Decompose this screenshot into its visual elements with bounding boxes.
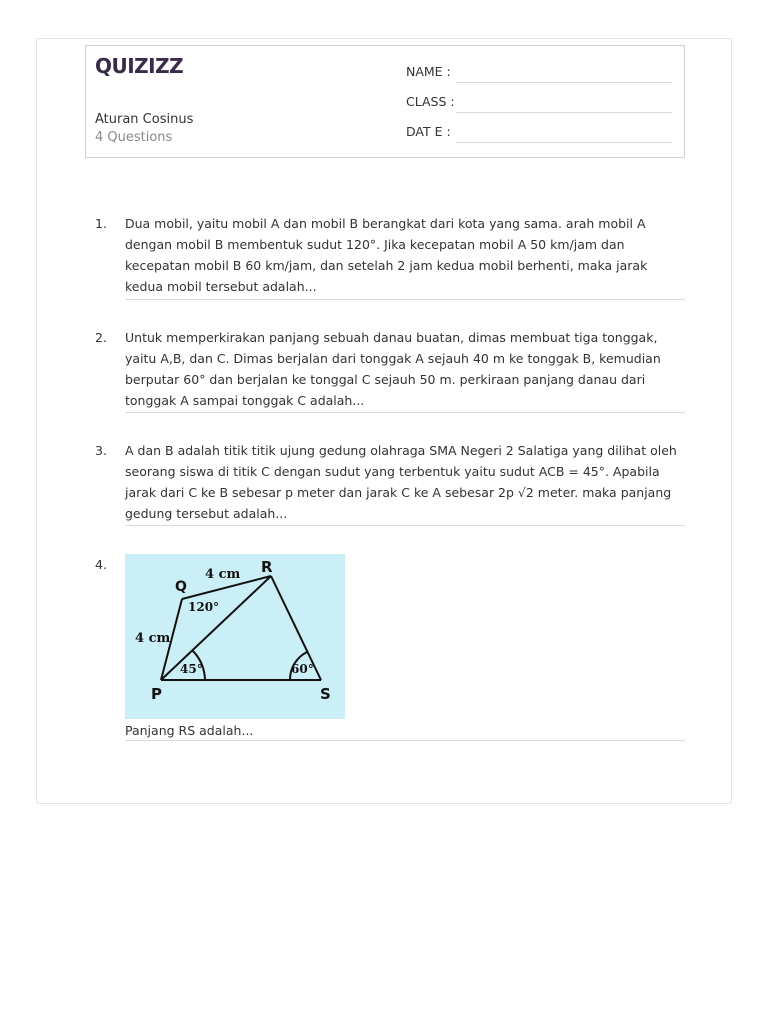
date-label: DAT E : (406, 124, 451, 139)
label-angle-q: 120° (188, 600, 220, 614)
quizizz-logo (95, 54, 183, 80)
name-label: NAME : (406, 64, 451, 79)
question-4-text: Panjang RS adalah... (125, 723, 254, 738)
point-q: Q (175, 579, 187, 595)
point-r: R (261, 558, 273, 576)
quiz-question-count: 4 Questions (95, 130, 173, 145)
quiz-title: Aturan Cosinus (95, 112, 194, 127)
question-1-number: 1. (95, 216, 107, 231)
question-4-number: 4. (95, 557, 107, 572)
label-pq: 4 cm (135, 631, 171, 646)
question-3-divider (125, 525, 685, 526)
quadrilateral-diagram (125, 554, 345, 719)
point-p: P (151, 685, 162, 703)
label-angle-s: 60° (291, 662, 314, 676)
question-4-divider (125, 740, 685, 741)
question-2-number: 2. (95, 330, 107, 345)
quadrilateral-figure (125, 554, 345, 719)
name-field-line (456, 82, 672, 83)
question-1-text: Dua mobil, yaitu mobil A dan mobil B berangkat dari kota yang sama. arah mobil A dengan mobil B membentuk sudut 120°. Jika kecepatan mobil A 50 km/jam dan kecepatan mobil B 60 km/jam, dan setelah 2 jam kedua mobil berhenti, maka jarak kedua mobil tersebut adalah... (125, 216, 648, 294)
logo-text: QUIZIZZ (95, 54, 184, 78)
question-2-divider (125, 412, 685, 413)
label-qr: 4 cm (205, 567, 241, 582)
label-angle-p: 45° (180, 662, 203, 676)
date-field-line (456, 142, 672, 143)
class-field-line (456, 112, 672, 113)
question-3-number: 3. (95, 443, 107, 458)
class-label: CLASS : (406, 94, 455, 109)
question-1-divider (125, 299, 685, 300)
question-2-text: Untuk memperkirakan panjang sebuah danau buatan, dimas membuat tiga tonggak, yaitu A,B, dan C. Dimas berjalan dari tonggak A sejauh 40 m ke tonggak B, kemudian berputar 60° dan berjalan ke tonggal C sejauh 50 m. perkiraan panjang danau dari tonggak A sampai tonggak C adalah... (125, 330, 661, 408)
question-3-text: A dan B adalah titik titik ujung gedung olahraga SMA Negeri 2 Salatiga yang dilihat oleh seorang siswa di titik C dengan sudut yang terbentuk yaitu sudut ACB = 45°. Apabila jarak dari C ke B sebesar p meter dan jarak C ke A sebesar 2p √2 meter. maka panjang gedung tersebut adalah... (125, 443, 677, 521)
point-s: S (320, 685, 331, 703)
